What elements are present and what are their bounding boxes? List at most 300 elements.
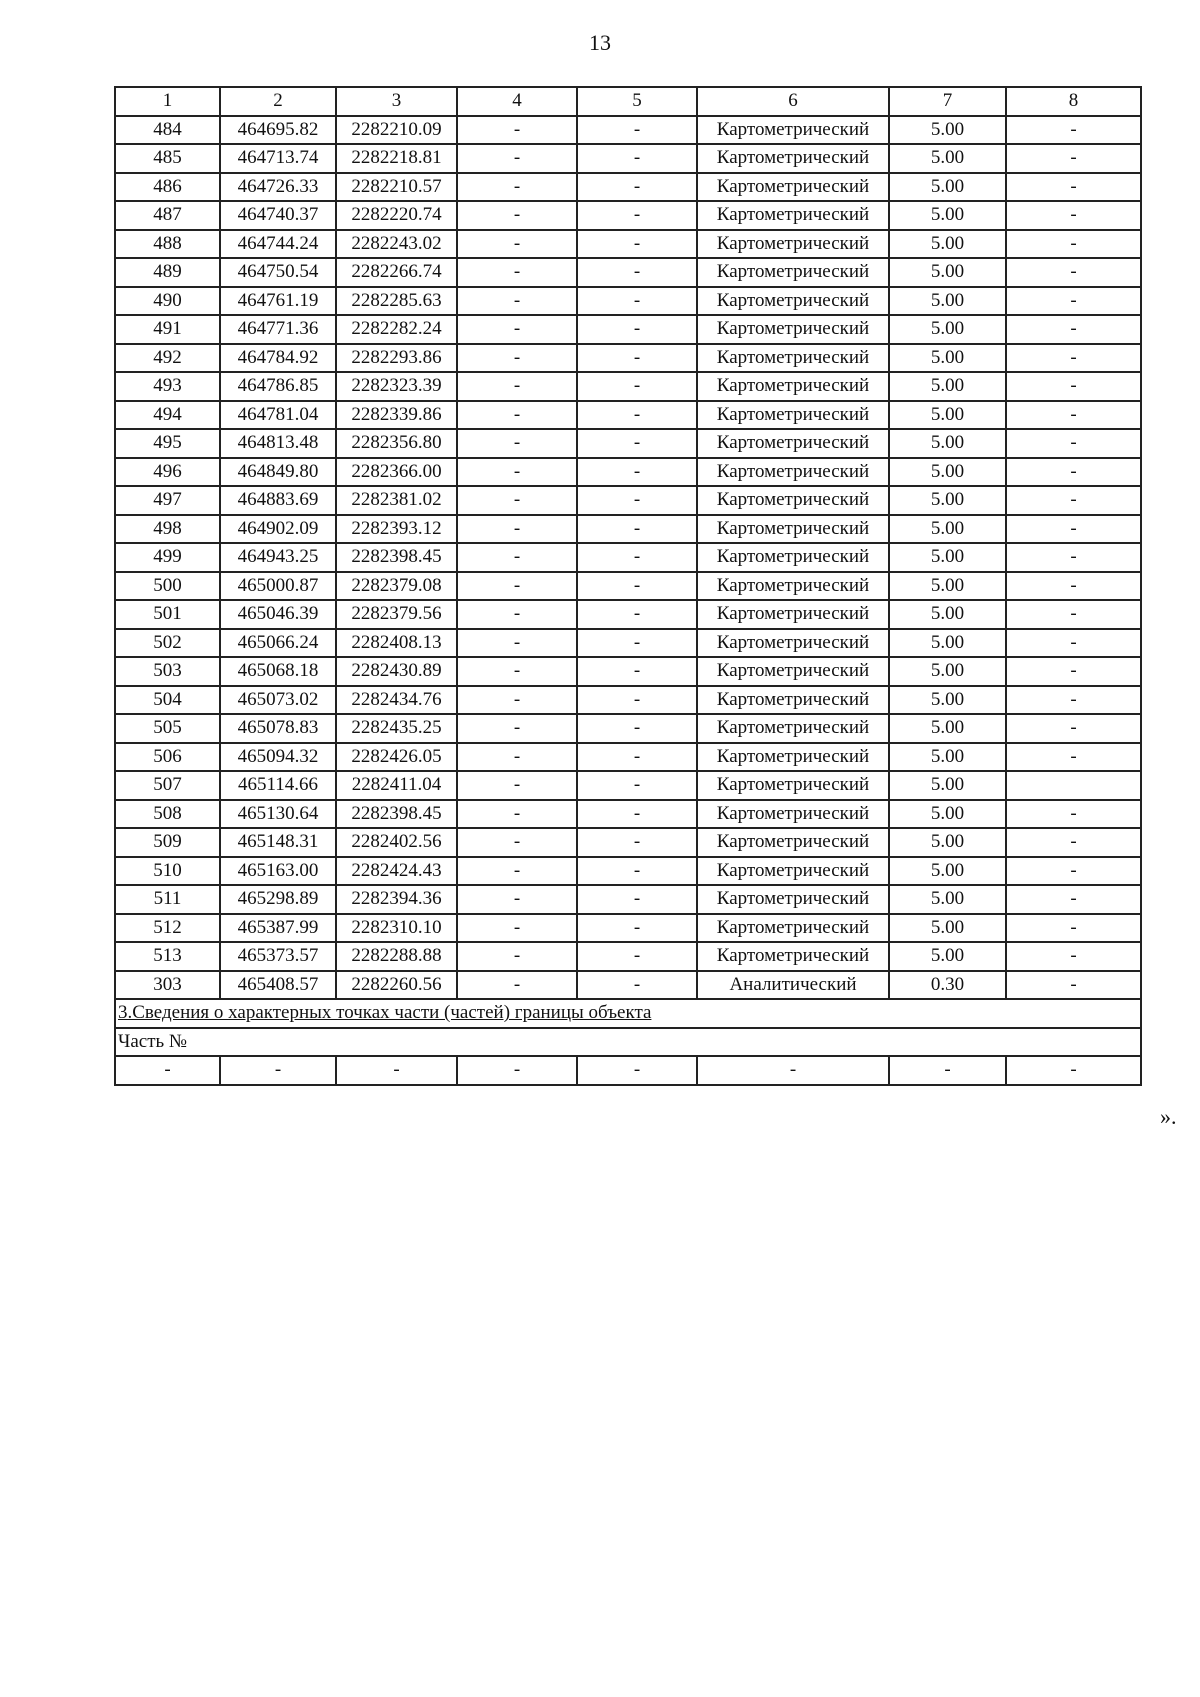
table-cell-col-2: 464713.74: [220, 144, 336, 173]
table-cell-col-6: Картометрический: [697, 572, 889, 601]
table-cell-col-8: -: [1006, 629, 1141, 658]
table-cell-col-5: -: [577, 572, 697, 601]
table-cell-col-2: 464761.19: [220, 287, 336, 316]
table-cell-col-6: Картометрический: [697, 743, 889, 772]
table-cell-col-4: -: [457, 714, 577, 743]
table-cell-col-6: Картометрический: [697, 372, 889, 401]
table-cell-col-7: 5.00: [889, 771, 1006, 800]
table-cell-col-7: 5.00: [889, 885, 1006, 914]
table-cell-col-3: 2282411.04: [336, 771, 457, 800]
table-cell-col-7: 7: [889, 87, 1006, 116]
table-cell-col-8: -: [1006, 258, 1141, 287]
table-cell-col-4: -: [457, 344, 577, 373]
part-label-row: [115, 1028, 1141, 1057]
table-cell-col-2: 464750.54: [220, 258, 336, 287]
table-cell-col-5: -: [577, 971, 697, 1000]
table-cell-col-6: Картометрический: [697, 600, 889, 629]
table-cell-col-7: 5.00: [889, 714, 1006, 743]
table-cell-col-1: 509: [115, 828, 220, 857]
table-cell-col-1: 494: [115, 401, 220, 430]
part-label: Часть №: [115, 1028, 1141, 1057]
table-row: [115, 287, 1141, 316]
table-cell-col-6: Картометрический: [697, 657, 889, 686]
table-cell-col-1: 510: [115, 857, 220, 886]
table-cell-col-5: -: [577, 942, 697, 971]
table-cell-col-2: 465068.18: [220, 657, 336, 686]
table-row: [115, 857, 1141, 886]
table-cell-col-3: 2282210.09: [336, 116, 457, 145]
table-cell-col-1: 484: [115, 116, 220, 145]
table-row: [115, 543, 1141, 572]
table-cell-col-8: -: [1006, 429, 1141, 458]
table-cell-col-1: 498: [115, 515, 220, 544]
table-cell-col-7: 5.00: [889, 942, 1006, 971]
table-cell-col-1: 487: [115, 201, 220, 230]
table-cell-col-2: 465046.39: [220, 600, 336, 629]
table-cell-col-5: -: [577, 543, 697, 572]
table-cell-col-6: Картометрический: [697, 914, 889, 943]
table-cell-col-7: 5.00: [889, 344, 1006, 373]
table-cell-col-4: -: [457, 372, 577, 401]
table-cell-col-2: 464740.37: [220, 201, 336, 230]
table-cell-col-8: -: [1006, 344, 1141, 373]
table-cell-col-6: Картометрический: [697, 800, 889, 829]
table-cell-col-4: -: [457, 401, 577, 430]
table-row: [115, 458, 1141, 487]
table-cell-col-5: -: [577, 173, 697, 202]
table-cell-col-4: -: [457, 572, 577, 601]
table-cell-col-1: 490: [115, 287, 220, 316]
table-cell-col-1: 506: [115, 743, 220, 772]
table-cell-col-5: 5: [577, 87, 697, 116]
table-row: [115, 258, 1141, 287]
table-row: [115, 800, 1141, 829]
closing-quote: ».: [1160, 1104, 1177, 1129]
table-cell-col-2: 465373.57: [220, 942, 336, 971]
page-number: 13: [589, 30, 611, 55]
table-cell-col-5: -: [577, 657, 697, 686]
table-cell-col-3: 2282424.43: [336, 857, 457, 886]
table-cell-col-6: Картометрический: [697, 486, 889, 515]
table-cell-col-4: -: [457, 230, 577, 259]
table-cell-col-6: Картометрический: [697, 201, 889, 230]
table-cell-col-6: -: [697, 1056, 889, 1085]
table-cell-col-1: 485: [115, 144, 220, 173]
table-cell-col-1: 502: [115, 629, 220, 658]
section-title: 3.Сведения о характерных точках части (частей) границы объекта: [118, 1002, 652, 1024]
table-cell-col-1: 486: [115, 173, 220, 202]
table-cell-col-6: Картометрический: [697, 173, 889, 202]
table-cell-col-8: -: [1006, 714, 1141, 743]
table-row: [115, 173, 1141, 202]
table-cell-col-3: 2282408.13: [336, 629, 457, 658]
table-cell-col-8: -: [1006, 942, 1141, 971]
table-cell-col-7: 5.00: [889, 857, 1006, 886]
table-cell-col-6: Картометрический: [697, 828, 889, 857]
table-cell-col-7: 5.00: [889, 743, 1006, 772]
table-cell-col-1: 513: [115, 942, 220, 971]
table-cell-col-3: 2282243.02: [336, 230, 457, 259]
table-cell-col-4: -: [457, 258, 577, 287]
table-cell-col-8: -: [1006, 458, 1141, 487]
table-cell-col-3: 2282430.89: [336, 657, 457, 686]
table-cell-col-1: 501: [115, 600, 220, 629]
table-cell-col-7: 5.00: [889, 230, 1006, 259]
table-cell-col-5: -: [577, 344, 697, 373]
table-row: [115, 116, 1141, 145]
table-cell-col-4: -: [457, 1056, 577, 1085]
table-row: [115, 714, 1141, 743]
table-cell-col-4: -: [457, 173, 577, 202]
table-cell-col-7: 5.00: [889, 116, 1006, 145]
table-cell-col-5: -: [577, 315, 697, 344]
table-cell-col-2: 465163.00: [220, 857, 336, 886]
table-row: [115, 942, 1141, 971]
table-cell-col-5: -: [577, 429, 697, 458]
table-cell-col-3: 2282435.25: [336, 714, 457, 743]
table-cell-col-5: -: [577, 144, 697, 173]
table-cell-col-3: 2282379.08: [336, 572, 457, 601]
table-cell-col-2: 465298.89: [220, 885, 336, 914]
table-cell-col-5: -: [577, 116, 697, 145]
table-cell-col-7: 5.00: [889, 401, 1006, 430]
table-cell-col-4: -: [457, 458, 577, 487]
table-cell-col-7: 5.00: [889, 144, 1006, 173]
table-cell-col-8: -: [1006, 486, 1141, 515]
table-cell-col-1: 505: [115, 714, 220, 743]
table-cell-col-3: 2282266.74: [336, 258, 457, 287]
table-cell-col-2: 464781.04: [220, 401, 336, 430]
table-row: [115, 201, 1141, 230]
table-cell-col-2: 465073.02: [220, 686, 336, 715]
table-cell-col-4: -: [457, 486, 577, 515]
table-cell-col-3: 2282220.74: [336, 201, 457, 230]
table-cell-col-2: 465078.83: [220, 714, 336, 743]
table-cell-col-2: 464695.82: [220, 116, 336, 145]
table-cell-col-2: 465408.57: [220, 971, 336, 1000]
table-cell-col-6: Картометрический: [697, 857, 889, 886]
table-cell-col-2: 464786.85: [220, 372, 336, 401]
table-cell-col-5: -: [577, 230, 697, 259]
table-cell-col-1: -: [115, 1056, 220, 1085]
table-cell-col-1: 493: [115, 372, 220, 401]
table-row: [115, 828, 1141, 857]
table-cell-col-1: 511: [115, 885, 220, 914]
table-cell-col-7: 5.00: [889, 600, 1006, 629]
table-cell-col-6: Картометрический: [697, 686, 889, 715]
table-cell-col-1: 488: [115, 230, 220, 259]
table-cell-col-7: 5.00: [889, 486, 1006, 515]
table-cell-col-3: 2282398.45: [336, 800, 457, 829]
table-cell-col-5: -: [577, 287, 697, 316]
table-row: [115, 600, 1141, 629]
table-cell-col-4: -: [457, 543, 577, 572]
table-cell-col-4: -: [457, 315, 577, 344]
table-cell-col-7: -: [889, 1056, 1006, 1085]
table-cell-col-7: 5.00: [889, 686, 1006, 715]
table-row: [115, 629, 1141, 658]
table-cell-col-7: 5.00: [889, 543, 1006, 572]
table-cell-col-7: 5.00: [889, 258, 1006, 287]
table-cell-col-3: -: [336, 1056, 457, 1085]
table-cell-col-4: -: [457, 942, 577, 971]
table-cell-col-4: -: [457, 857, 577, 886]
table-cell-col-8: -: [1006, 144, 1141, 173]
table-cell-col-2: 464813.48: [220, 429, 336, 458]
table-cell-col-4: -: [457, 771, 577, 800]
table-cell-col-6: Картометрический: [697, 116, 889, 145]
table-cell-col-8: -: [1006, 230, 1141, 259]
table-cell-col-1: 491: [115, 315, 220, 344]
table-cell-col-3: 2282218.81: [336, 144, 457, 173]
table-cell-col-1: 504: [115, 686, 220, 715]
table-cell-col-7: 5.00: [889, 515, 1006, 544]
table-cell-col-3: 2282310.10: [336, 914, 457, 943]
table-cell-col-3: 2282402.56: [336, 828, 457, 857]
table-cell-col-2: 465387.99: [220, 914, 336, 943]
table-cell-col-4: -: [457, 629, 577, 658]
table-cell-col-8: -: [1006, 201, 1141, 230]
table-cell-col-3: 2282282.24: [336, 315, 457, 344]
table-cell-col-1: 499: [115, 543, 220, 572]
table-cell-col-4: 4: [457, 87, 577, 116]
table-cell-col-3: 2282285.63: [336, 287, 457, 316]
section-title-cell: [115, 999, 1141, 1028]
table-cell-col-1: 497: [115, 486, 220, 515]
table-cell-col-1: 1: [115, 87, 220, 116]
table-cell-col-3: 2282293.86: [336, 344, 457, 373]
table-cell-col-6: Картометрический: [697, 771, 889, 800]
table-cell-col-6: 6: [697, 87, 889, 116]
table-cell-col-8: -: [1006, 600, 1141, 629]
table-cell-col-5: -: [577, 714, 697, 743]
table-cell-col-3: 2282288.88: [336, 942, 457, 971]
table-cell-col-3: 2282393.12: [336, 515, 457, 544]
table-cell-col-4: -: [457, 287, 577, 316]
table-row: [115, 429, 1141, 458]
table-cell-col-6: Картометрический: [697, 942, 889, 971]
table-cell-col-3: 3: [336, 87, 457, 116]
table-cell-col-3: 2282210.57: [336, 173, 457, 202]
table-cell-col-8: -: [1006, 572, 1141, 601]
table-cell-col-5: -: [577, 401, 697, 430]
table-cell-col-8: -: [1006, 173, 1141, 202]
table-cell-col-8: -: [1006, 315, 1141, 344]
table-cell-col-2: 465114.66: [220, 771, 336, 800]
table-row: [115, 144, 1141, 173]
table-cell-col-2: 464744.24: [220, 230, 336, 259]
table-cell-col-8: -: [1006, 914, 1141, 943]
table-cell-col-3: 2282381.02: [336, 486, 457, 515]
table-cell-col-4: -: [457, 515, 577, 544]
table-cell-col-5: -: [577, 800, 697, 829]
table-cell-col-8: -: [1006, 401, 1141, 430]
table-cell-col-5: -: [577, 771, 697, 800]
table-cell-col-8: -: [1006, 287, 1141, 316]
table-cell-col-8: -: [1006, 1056, 1141, 1085]
table-cell-col-4: -: [457, 828, 577, 857]
table-cell-col-8: -: [1006, 857, 1141, 886]
table-cell-col-5: -: [577, 828, 697, 857]
table-cell-col-7: 5.00: [889, 828, 1006, 857]
table-cell-col-2: 464771.36: [220, 315, 336, 344]
table-cell-col-8: 8: [1006, 87, 1141, 116]
table-cell-col-5: -: [577, 743, 697, 772]
table-cell-col-6: Картометрический: [697, 458, 889, 487]
table-cell-col-4: -: [457, 885, 577, 914]
table-cell-col-6: Картометрический: [697, 429, 889, 458]
table-cell-col-1: 500: [115, 572, 220, 601]
table-cell-col-4: -: [457, 914, 577, 943]
table-cell-col-8: -: [1006, 543, 1141, 572]
coordinates-table: [114, 86, 1142, 1086]
table-cell-col-6: Картометрический: [697, 714, 889, 743]
table-cell-col-4: -: [457, 971, 577, 1000]
table-cell-col-5: -: [577, 458, 697, 487]
table-cell-col-6: Картометрический: [697, 287, 889, 316]
table-cell-col-8: -: [1006, 116, 1141, 145]
table-cell-col-6: Картометрический: [697, 885, 889, 914]
table-cell-col-1: 512: [115, 914, 220, 943]
table-cell-col-4: -: [457, 743, 577, 772]
table-cell-col-2: -: [220, 1056, 336, 1085]
table-cell-col-2: 464902.09: [220, 515, 336, 544]
table-cell-col-8: -: [1006, 743, 1141, 772]
table-cell-col-6: Картометрический: [697, 543, 889, 572]
table-cell-col-5: -: [577, 1056, 697, 1085]
table-cell-col-5: -: [577, 201, 697, 230]
table-cell-col-2: 465066.24: [220, 629, 336, 658]
table-cell-col-4: -: [457, 686, 577, 715]
table-cell-col-8: -: [1006, 971, 1141, 1000]
table-cell-col-2: 464883.69: [220, 486, 336, 515]
table-row: [115, 771, 1141, 800]
table-row: [115, 344, 1141, 373]
table-cell-col-5: -: [577, 258, 697, 287]
table-cell-col-8: -: [1006, 885, 1141, 914]
table-cell-col-3: 2282394.36: [336, 885, 457, 914]
table-cell-col-8: -: [1006, 800, 1141, 829]
table-cell-col-7: 5.00: [889, 458, 1006, 487]
table-cell-col-5: -: [577, 600, 697, 629]
table-cell-col-2: 465130.64: [220, 800, 336, 829]
table-body: [115, 87, 1141, 1085]
table-cell-col-5: -: [577, 914, 697, 943]
table-cell-col-6: Картометрический: [697, 230, 889, 259]
table-cell-col-2: 464943.25: [220, 543, 336, 572]
table-cell-col-3: 2282426.05: [336, 743, 457, 772]
table-cell-col-1: 492: [115, 344, 220, 373]
table-cell-col-1: 489: [115, 258, 220, 287]
table-cell-col-8: -: [1006, 686, 1141, 715]
table-cell-col-3: 2282366.00: [336, 458, 457, 487]
table-cell-col-3: 2282434.76: [336, 686, 457, 715]
table-cell-col-4: -: [457, 800, 577, 829]
table-cell-col-8: -: [1006, 515, 1141, 544]
table-cell-col-6: Картометрический: [697, 515, 889, 544]
table-cell-col-7: 5.00: [889, 173, 1006, 202]
table-row: [115, 971, 1141, 1000]
table-row: [115, 372, 1141, 401]
table-cell-col-4: -: [457, 429, 577, 458]
table-cell-col-6: Картометрический: [697, 315, 889, 344]
table-cell-col-2: 465094.32: [220, 743, 336, 772]
table-cell-col-5: -: [577, 885, 697, 914]
table-cell-col-3: 2282398.45: [336, 543, 457, 572]
table-cell-col-1: 495: [115, 429, 220, 458]
table-cell-col-7: 5.00: [889, 287, 1006, 316]
table-cell-col-6: Картометрический: [697, 258, 889, 287]
table-row: [115, 885, 1141, 914]
table-row: [115, 686, 1141, 715]
table-cell-col-1: 508: [115, 800, 220, 829]
table-cell-col-7: 5.00: [889, 315, 1006, 344]
table-cell-col-8: -: [1006, 657, 1141, 686]
table-cell-col-1: 503: [115, 657, 220, 686]
table-cell-col-1: 507: [115, 771, 220, 800]
table-cell-col-1: 303: [115, 971, 220, 1000]
table-cell-col-5: -: [577, 486, 697, 515]
table-cell-col-3: 2282323.39: [336, 372, 457, 401]
table-cell-col-2: 464784.92: [220, 344, 336, 373]
table-cell-col-5: -: [577, 686, 697, 715]
table-cell-col-3: 2282260.56: [336, 971, 457, 1000]
table-row: [115, 401, 1141, 430]
table-cell-col-4: -: [457, 600, 577, 629]
table-cell-col-2: 2: [220, 87, 336, 116]
table-cell-col-4: -: [457, 201, 577, 230]
table-cell-col-2: 465148.31: [220, 828, 336, 857]
table-cell-col-5: -: [577, 629, 697, 658]
table-row: [115, 230, 1141, 259]
table-cell-col-6: Картометрический: [697, 401, 889, 430]
table-cell-col-6: Картометрический: [697, 629, 889, 658]
section-title-row: [115, 999, 1141, 1028]
table-cell-col-3: 2282339.86: [336, 401, 457, 430]
table-cell-col-1: 496: [115, 458, 220, 487]
header-row: [115, 87, 1141, 116]
table-cell-col-4: -: [457, 116, 577, 145]
table-cell-col-8: -: [1006, 372, 1141, 401]
table-cell-col-6: Картометрический: [697, 344, 889, 373]
table-cell-col-2: 464849.80: [220, 458, 336, 487]
table-cell-col-8: -: [1006, 828, 1141, 857]
table-cell-col-7: 5.00: [889, 572, 1006, 601]
table-cell-col-3: 2282356.80: [336, 429, 457, 458]
table-row: [115, 657, 1141, 686]
table-cell-col-5: -: [577, 372, 697, 401]
table-cell-col-2: 465000.87: [220, 572, 336, 601]
table-cell-col-7: 5.00: [889, 372, 1006, 401]
table-row: [115, 572, 1141, 601]
table-cell-col-8: [1006, 771, 1141, 800]
table-cell-col-4: -: [457, 144, 577, 173]
table-cell-col-7: 5.00: [889, 629, 1006, 658]
table-cell-col-4: -: [457, 657, 577, 686]
table-cell-col-6: Аналитический: [697, 971, 889, 1000]
table-cell-col-7: 5.00: [889, 914, 1006, 943]
table-cell-col-5: -: [577, 857, 697, 886]
table-row: [115, 315, 1141, 344]
table-cell-col-7: 5.00: [889, 800, 1006, 829]
table-row: [115, 515, 1141, 544]
empty-part-row: [115, 1056, 1141, 1085]
table-row: [115, 486, 1141, 515]
table-cell-col-7: 5.00: [889, 657, 1006, 686]
table-cell-col-7: 5.00: [889, 429, 1006, 458]
table-cell-col-6: Картометрический: [697, 144, 889, 173]
table-cell-col-5: -: [577, 515, 697, 544]
